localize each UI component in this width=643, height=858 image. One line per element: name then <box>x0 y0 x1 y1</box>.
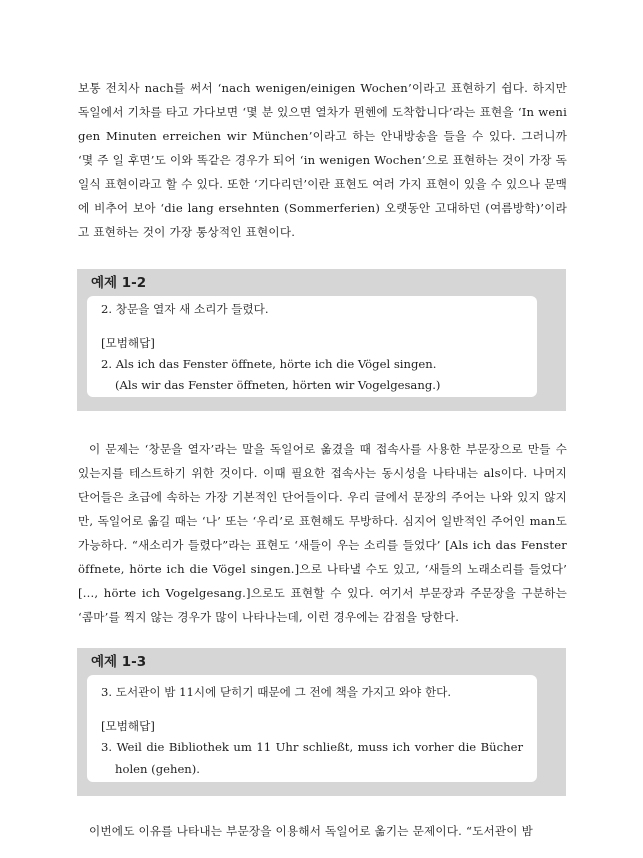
model-answer-text: 3. Weil die Bibliothek um 11 Uhr schließt, muss ich vorher die Bücher holen (gehen). <box>101 740 523 776</box>
example-card <box>87 296 537 397</box>
example-box <box>77 269 566 411</box>
example-box <box>77 648 566 796</box>
model-answer-label: [모범해답] <box>101 336 155 350</box>
example-title: 예제 1-3 <box>91 654 147 670</box>
example-card <box>87 675 537 782</box>
example-question: 2. 창문을 열자 새 소리가 들렸다. <box>101 302 269 316</box>
example-title: 예제 1-2 <box>91 275 147 291</box>
model-answer-line: 2. Als ich das Fenster öffnete, hörte ich die Vögel singen. <box>101 357 437 371</box>
body-paragraph: 보통 전치사 nach를 써서 ‘nach wenigen/einigen Wochen’이라고 표현하기 쉽다. 하지만 독일에서 기차를 타고 가다보면 ‘몇 분 있으면 열차가 뮌헨에 도착합니다’라는 표현을 ‘In wenigen Minuten erreichen wir München’이라고 하는 안내방송을 들을 수 있다. 그러니까 ‘몇 주 일 후면’도 이와 똑같은 경우가 되어 ‘in wenigen Wochen’으로 표현하는 것이 가장 독일식 표현이라고 할 수 있다. 또한 ‘기다리던’이란 표현도 여러 가지 표현이 있을 수 있으나 문맥에 비추어 보아 ‘die lang ersehnten (Sommerferien) 오랫동안 고대하던 (여름방학)’이라고 표현하는 것이 가장 통상적인 표현이다. <box>78 81 567 239</box>
model-answer-alt-line: (Als wir das Fenster öffneten, hörten wir Vogelgesang.) <box>115 378 441 392</box>
body-paragraph: 이번에도 이유를 나타내는 부문장을 이용해서 독일어로 옮기는 문제이다. “도서관이 밤 <box>89 824 533 838</box>
example-question: 3. 도서관이 밤 11시에 닫히기 때문에 그 전에 책을 가지고 와야 한다. <box>101 685 452 699</box>
model-answer-label: [모범해답] <box>101 719 155 733</box>
body-paragraph: 이 문제는 ‘창문을 열자’라는 말을 독일어로 옮겼을 때 접속사를 사용한 부문장으로 만들 수 있는지를 테스트하기 위한 것이다. 이때 필요한 접속사는 동시성을 나타내는 als이다. 나머지 단어들은 초급에 속하는 가장 기본적인 단어들이다. 우리 글에서 문장의 주어는 나와 있지 않지만, 독일어로 옮길 때는 ‘나’ 또는 ‘우리’로 표현해도 무방하다. 심지어 일반적인 주어인 man도 가능하다. “새소리가 들렸다”라는 표현도 ‘새들이 우는 소리를 들었다’ [Als ich das Fenster öffnete, hörte ich die Vögel singen.]으로 나타낼 수도 있고, ‘새들의 노래소리를 들었다’ [..., hörte ich Vogelgesang.]으로도 표현할 수 있다. 여기서 부문장과 주문장을 구분하는 ‘콤마’를 찍지 않는 경우가 많이 나타나는데, 이런 경우에는 감점을 당한다. <box>78 442 567 624</box>
